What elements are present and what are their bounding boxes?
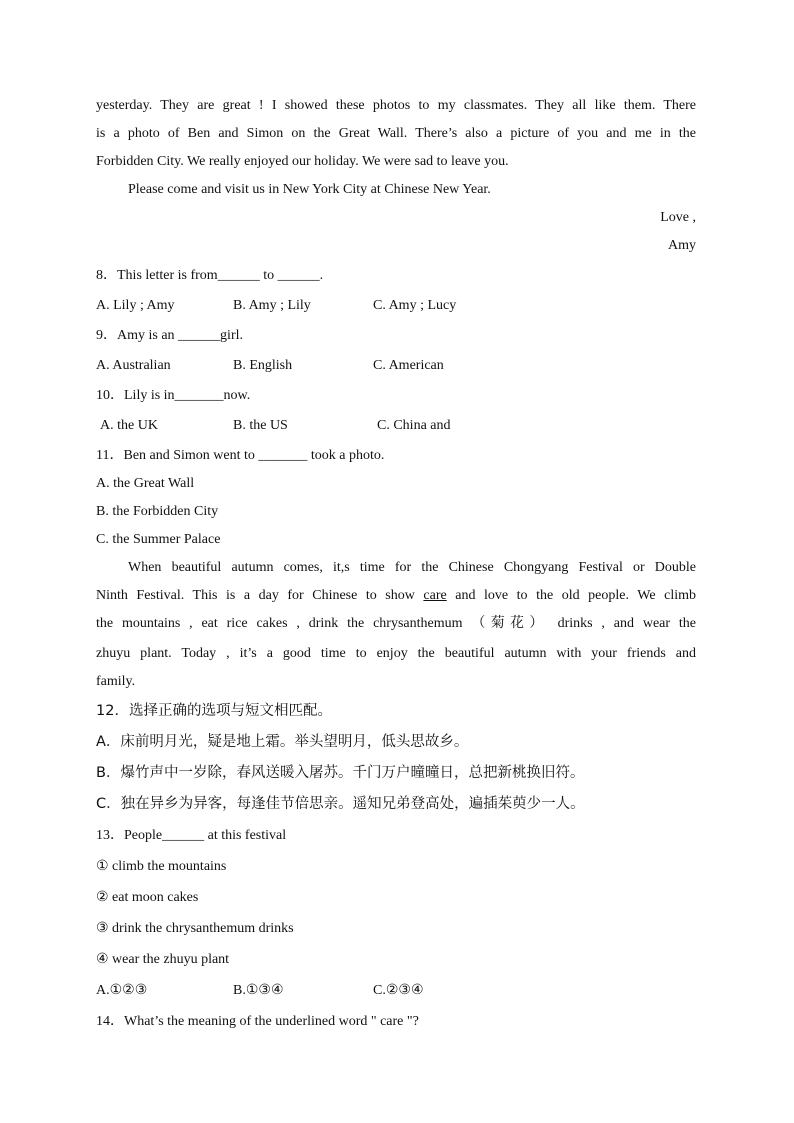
question-13-item-3: ③ drink the chrysanthemum drinks [96, 921, 294, 936]
question-13-item-2: ② eat moon cakes [96, 890, 199, 905]
question-8-stem: 8．This letter is from______ to ______. [96, 268, 324, 283]
letter-line-2: is a photo of Ben and Simon on the Great Wall. There’s also a picture of you and me in the [96, 126, 696, 141]
question-10-option-c[interactable]: C. China and [377, 418, 451, 433]
question-8-options [96, 292, 696, 320]
question-11-option-a[interactable]: A. the Great Wall [96, 476, 195, 491]
question-9-stem: 9．Amy is an ______girl. [96, 328, 243, 343]
worksheet-page [96, 92, 696, 1037]
question-13-item-4: ④ wear the zhuyu plant [96, 952, 230, 967]
passage-line-3: the mountains , eat rice cakes , drink the chrysanthemum （菊花） drinks , and wear the [96, 616, 696, 631]
letter-line-3: Forbidden City. We really enjoyed our holiday. We were sad to leave you. [96, 154, 509, 169]
question-9-option-c[interactable]: C. American [373, 358, 444, 373]
passage-line-2 [96, 582, 696, 610]
question-11-option-c[interactable]: C. the Summer Palace [96, 532, 221, 547]
question-10-option-a[interactable]: A. the UK [100, 418, 158, 433]
passage-line-5: family. [96, 674, 136, 689]
question-10-option-b[interactable]: B. the US [233, 418, 288, 433]
question-13-option-c[interactable]: C.②③④ [373, 983, 424, 998]
question-13-stem: 13．People______ at this festival [96, 828, 287, 843]
passage-line-1: When beautiful autumn comes, it,s time for the Chinese Chongyang Festival or Double [128, 560, 696, 575]
letter-signature: Amy [668, 238, 696, 253]
question-8-option-b[interactable]: B. Amy ; Lily [233, 298, 311, 313]
question-8-option-a[interactable]: A. Lily ; Amy [96, 298, 175, 313]
passage-line-4: zhuyu plant. Today , it’s a good time to enjoy the beautiful autumn with your friends and [96, 646, 696, 661]
question-13-options [96, 975, 696, 1006]
question-9-option-a[interactable]: A. Australian [96, 358, 171, 373]
question-12-stem: 12．选择正确的选项与短文相匹配。 [96, 703, 332, 719]
underlined-word-care: care [423, 588, 447, 603]
question-10-options [96, 412, 696, 440]
question-11-stem: 11．Ben and Simon went to _______ took a photo. [96, 448, 385, 463]
question-13-item-1: ① climb the mountains [96, 859, 227, 874]
question-13-option-a[interactable]: A.①②③ [96, 983, 148, 998]
passage-line-2-start: Ninth Festival. This is a day for Chinese to show [96, 588, 424, 603]
question-9-option-b[interactable]: B. English [233, 358, 293, 373]
question-12-option-b[interactable]: B．爆竹声中一岁除，春风送暖入屠苏。千门万户曈曈日，总把新桃换旧符。 [96, 765, 585, 781]
question-8-option-c[interactable]: C. Amy ; Lucy [373, 298, 457, 313]
question-12-option-a[interactable]: A．床前明月光，疑是地上霜。举头望明月，低头思故乡。 [96, 734, 469, 750]
question-13-option-b[interactable]: B.①③④ [233, 983, 284, 998]
question-11-option-b[interactable]: B. the Forbidden City [96, 504, 219, 519]
passage-line-2-end: and love to the old people. We climb [446, 588, 696, 603]
letter-invite: Please come and visit us in New York City at Chinese New Year. [128, 182, 491, 197]
question-14-stem: 14．What’s the meaning of the underlined word " care "? [96, 1014, 419, 1029]
question-10-stem: 10．Lily is in_______now. [96, 388, 251, 403]
letter-line-1: yesterday. They are great ! I showed these photos to my classmates. They all like them. There [96, 98, 696, 113]
question-9-options [96, 352, 696, 380]
letter-closing: Love , [660, 210, 696, 225]
question-12-option-c[interactable]: C．独在异乡为异客，每逢佳节倍思亲。遥知兄弟登高处，遍插茱萸少一人。 [96, 796, 585, 812]
